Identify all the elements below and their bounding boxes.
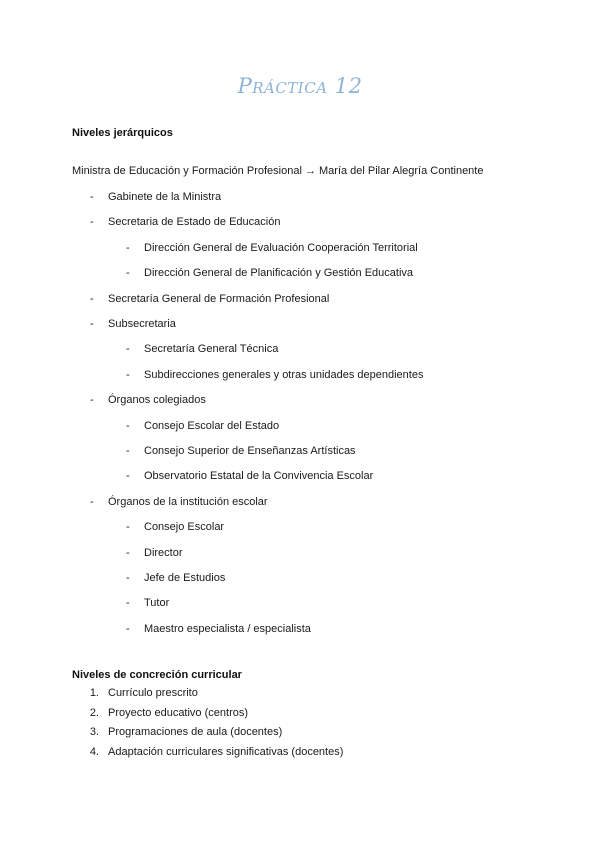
list-item: Proyecto educativo (centros) [108, 706, 249, 719]
list-item: Secretaría General Técnica [144, 343, 279, 356]
list-item: Tutor [144, 597, 170, 610]
list-item: Subsecretaria [108, 318, 176, 330]
list-bullet: - [126, 241, 130, 254]
list-bullet: - [90, 216, 94, 229]
list-item: Observatorio Estatal de la Convivencia Escolar [144, 470, 374, 483]
list-bullet: - [90, 394, 94, 407]
list-bullet: - [126, 572, 130, 584]
list-item: Dirección General de Planificación y Gestión Educativa [144, 267, 414, 280]
list-item: Consejo Escolar [144, 521, 225, 534]
list-bullet: - [90, 495, 94, 508]
list-bullet: - [126, 546, 130, 559]
list-item: Consejo Superior de Enseñanzas Artísticas [144, 445, 356, 457]
list-item: Maestro especialista / especialista [144, 622, 311, 635]
list-item: Adaptación curriculares significativas (docentes) [108, 745, 344, 758]
section-heading-levels: Niveles jerárquicos [72, 127, 173, 139]
section-heading-curricular: Niveles de concreción curricular [72, 669, 242, 681]
list-item: Órganos de la institución escolar [108, 495, 268, 508]
list-bullet: - [90, 292, 94, 305]
list-number: 1. [89, 687, 99, 699]
ministry-intro-line: Ministra de Educación y Formación Profesional → María del Pilar Alegría Continente [72, 165, 484, 177]
list-bullet: - [126, 597, 130, 610]
list-item: Dirección General de Evaluación Cooperación Territorial [144, 241, 418, 254]
list-bullet: - [126, 521, 130, 534]
list-item: Secretaría General de Formación Profesional [108, 292, 330, 305]
list-item: Gabinete de la Ministra [108, 191, 222, 203]
list-item: Director [144, 546, 183, 559]
list-bullet: - [126, 470, 130, 483]
list-bullet: - [126, 368, 130, 381]
list-item: Programaciones de aula (docentes) [108, 726, 283, 738]
list-item: Secretaria de Estado de Educación [108, 216, 281, 229]
list-bullet: - [126, 445, 130, 457]
list-item: Currículo prescrito [108, 687, 198, 699]
list-bullet: - [126, 267, 130, 280]
list-item: Subdirecciones generales y otras unidades dependientes [144, 368, 424, 381]
list-item: Jefe de Estudios [144, 572, 226, 584]
list-bullet: - [90, 191, 94, 203]
list-item: Órganos colegiados [108, 394, 206, 407]
list-number: 2. [89, 706, 99, 719]
page-title: Práctica 12 [237, 74, 363, 98]
list-bullet: - [126, 419, 130, 432]
list-item: Consejo Escolar del Estado [144, 419, 280, 432]
list-bullet: - [126, 622, 130, 635]
list-bullet: - [90, 318, 94, 330]
list-number: 4. [89, 745, 99, 758]
list-bullet: - [126, 343, 130, 356]
list-number: 3. [89, 726, 99, 738]
